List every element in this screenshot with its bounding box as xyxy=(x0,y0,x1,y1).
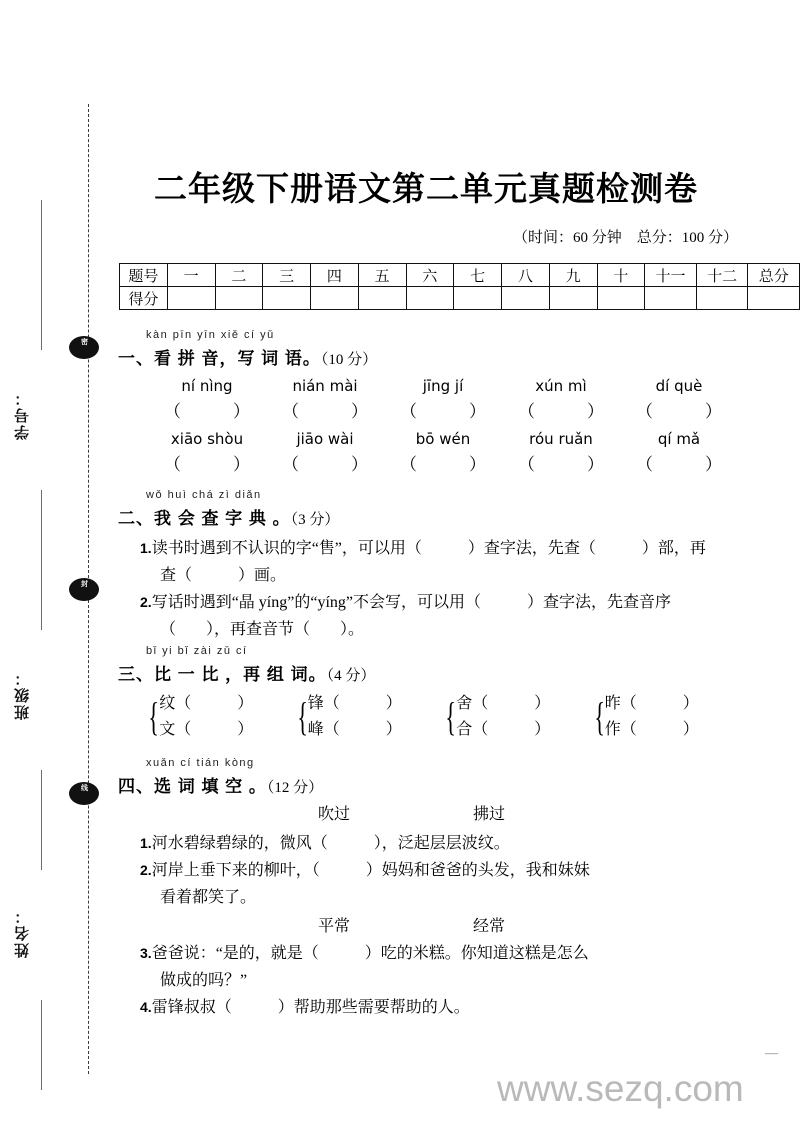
section-2-question-1 xyxy=(140,535,738,562)
col-8: 八 xyxy=(502,264,550,287)
col-3: 三 xyxy=(263,264,311,287)
section-2-points: （3 分） xyxy=(290,512,340,528)
col-4: 四 xyxy=(311,264,359,287)
section-2-question-2 xyxy=(140,589,738,616)
section-4-question-2 xyxy=(140,857,738,884)
pinyin-item: jīng jí xyxy=(422,377,464,395)
brace-icon: { xyxy=(148,694,159,739)
brace-icon: { xyxy=(296,694,308,739)
question-text: 雷锋叔叔（ xyxy=(151,999,232,1016)
question-text: 河岸上垂下来的柳叶，（ xyxy=(151,862,320,879)
side-rule-3 xyxy=(41,770,42,870)
question-text: 爸爸说：“是的，就是（ xyxy=(151,945,319,962)
answer-blank[interactable]: （ ） xyxy=(636,455,722,474)
col-total: 总分 xyxy=(748,264,800,287)
question-text: ）查字法，先查音序 xyxy=(527,594,672,611)
section-3-points: （4 分） xyxy=(326,668,376,684)
score-cell-4[interactable] xyxy=(311,287,359,310)
col-1: 一 xyxy=(167,264,215,287)
char-bottom: 峰（ xyxy=(307,721,340,738)
pinyin-item: xiāo shòu xyxy=(170,430,244,448)
col-10: 十 xyxy=(597,264,645,287)
score-cell-8[interactable] xyxy=(502,287,550,310)
section-4 xyxy=(118,757,738,1021)
word-option-group-1 xyxy=(318,801,738,824)
brace-icon: { xyxy=(445,694,456,739)
question-text: 河水碧绿碧绿的，微风（ xyxy=(151,835,328,852)
char-bottom: 作（ xyxy=(604,721,637,738)
section-1-pinyin-row-2 xyxy=(148,430,738,448)
seal-stamp-3: 线 xyxy=(69,782,99,805)
pinyin-item: nián mài xyxy=(292,377,358,395)
word-option[interactable]: 拂过 xyxy=(473,806,506,823)
section-3-title xyxy=(118,660,738,685)
question-text: ）。 xyxy=(340,621,365,638)
pair-content xyxy=(605,691,699,743)
char-bottom-end: ） xyxy=(237,721,254,738)
section-1-title-text: 一、看 拼 音，写 词 语。 xyxy=(118,349,321,368)
col-9: 九 xyxy=(549,264,597,287)
section-4-title-text: 四、选 词 填 空 。 xyxy=(118,777,267,796)
section-4-title xyxy=(118,772,738,797)
section-4-question-2-line2: 看着都笑了。 xyxy=(160,889,257,906)
score-cell-total[interactable] xyxy=(748,287,800,310)
score-cell-6[interactable] xyxy=(406,287,454,310)
question-text: ）查字法，先查（ xyxy=(467,540,596,557)
section-1-points: （10 分） xyxy=(320,352,378,368)
score-cell-7[interactable] xyxy=(454,287,502,310)
question-text: （ xyxy=(160,621,177,638)
section-1-title xyxy=(118,344,738,369)
question-number: 1. xyxy=(140,835,152,851)
row-label-score: 得分 xyxy=(120,287,168,310)
score-cell-11[interactable] xyxy=(645,287,697,310)
answer-blank[interactable]: （ ） xyxy=(164,402,250,421)
table-row-score xyxy=(120,287,800,310)
question-text: ），泛起层层波纹。 xyxy=(373,835,510,852)
side-rule-2 xyxy=(41,490,42,630)
name-label: 姓名： xyxy=(14,907,31,959)
pinyin-item: ní nìng xyxy=(181,377,233,395)
question-text: ），再查音节（ xyxy=(206,621,311,638)
section-4-question-4 xyxy=(140,994,738,1021)
question-text: ）吃的米糕。你知道这糕是怎么 xyxy=(364,945,589,962)
char-bottom: 合（ xyxy=(456,721,489,738)
char-top-end: ） xyxy=(237,695,254,712)
question-number: 4. xyxy=(140,999,152,1015)
answer-blank[interactable]: （ ） xyxy=(282,402,368,421)
score-table xyxy=(119,263,800,310)
section-1-pinyin: kàn pīn yīn xiě cí yǔ xyxy=(146,329,275,341)
seal-stamp-1: 密 xyxy=(69,336,99,359)
char-top-end: ） xyxy=(534,695,551,712)
score-cell-2[interactable] xyxy=(215,287,263,310)
pinyin-item: bō wén xyxy=(415,430,471,448)
pinyin-item: dí què xyxy=(655,377,703,395)
table-row-header xyxy=(120,264,800,287)
pinyin-item: róu ruǎn xyxy=(529,430,593,448)
section-1 xyxy=(118,329,738,475)
char-top: 锋（ xyxy=(307,695,340,712)
section-4-question-3 xyxy=(140,940,738,967)
row-label-question-number: 题号 xyxy=(120,264,168,287)
answer-blank[interactable]: （ ） xyxy=(400,455,486,474)
section-3-title-text: 三、比 一 比 ，再 组 词。 xyxy=(118,665,327,684)
section-1-answer-row-2 xyxy=(148,450,738,475)
question-text: 查（ xyxy=(160,567,193,584)
char-top: 纹（ xyxy=(159,695,192,712)
class-label: 班级： xyxy=(14,669,31,721)
answer-blank[interactable]: （ ） xyxy=(636,402,722,421)
section-2-question-1-line2 xyxy=(160,562,738,589)
answer-blank[interactable]: （ ） xyxy=(400,402,486,421)
page-title: 二年级下册语文第二单元真题检测卷 xyxy=(154,170,698,207)
question-number: 2. xyxy=(140,862,152,878)
section-1-pinyin-row-1 xyxy=(148,377,738,395)
section-4-pinyin: xuǎn cí tián kòng xyxy=(146,757,255,769)
score-cell-9[interactable] xyxy=(549,287,597,310)
char-top-end: ） xyxy=(385,695,402,712)
score-cell-1[interactable] xyxy=(167,287,215,310)
char-pair-3 xyxy=(441,691,590,743)
section-4-question-3-line2: 做成的吗？” xyxy=(160,972,248,989)
col-12: 十二 xyxy=(696,264,748,287)
char-bottom-end: ） xyxy=(385,721,402,738)
section-2-title xyxy=(118,504,738,529)
section-4-points: （12 分） xyxy=(266,780,324,796)
answer-blank[interactable]: （ ） xyxy=(282,455,368,474)
char-pair-2 xyxy=(293,691,442,743)
question-number: 1. xyxy=(140,540,152,556)
pinyin-item: xún mì xyxy=(535,377,587,395)
word-option[interactable]: 经常 xyxy=(473,918,506,935)
section-4-question-1 xyxy=(140,830,738,857)
pair-content xyxy=(456,691,550,743)
site-watermark: www.sezq.com xyxy=(497,1068,744,1109)
question-text: ）部，再 xyxy=(641,540,706,557)
side-rule-4 xyxy=(41,1000,42,1090)
char-pair-1 xyxy=(144,691,293,743)
score-cell-12[interactable] xyxy=(696,287,748,310)
section-1-answer-row-1 xyxy=(148,397,738,422)
col-2: 二 xyxy=(215,264,263,287)
section-2-question-2-line2 xyxy=(160,616,738,643)
section-3-pinyin: bǐ yi bǐ zài zǔ cí xyxy=(146,645,248,657)
section-2-title-text: 二、我 会 查 字 典 。 xyxy=(118,509,291,528)
section-2 xyxy=(118,489,738,643)
word-option-group-2 xyxy=(318,913,738,936)
pair-content xyxy=(308,691,402,743)
brace-icon: { xyxy=(593,694,605,739)
char-top: 昨（ xyxy=(604,695,637,712)
char-pair-4 xyxy=(590,691,739,743)
score-cell-3[interactable] xyxy=(263,287,311,310)
word-option[interactable]: 平常 xyxy=(318,918,351,935)
col-5: 五 xyxy=(358,264,406,287)
score-cell-5[interactable] xyxy=(358,287,406,310)
question-text: ）帮助那些需要帮助的人。 xyxy=(277,999,470,1016)
col-7: 七 xyxy=(454,264,502,287)
question-text: 写话时遇到“晶 yíng”的“yíng”不会写，可以用（ xyxy=(151,594,481,611)
pinyin-item: jiāo wài xyxy=(296,430,354,448)
char-bottom-end: ） xyxy=(534,721,551,738)
answer-blank[interactable]: （ ） xyxy=(518,455,604,474)
question-number: 2. xyxy=(140,594,152,610)
answer-blank[interactable]: （ ） xyxy=(518,402,604,421)
exam-meta-info: （时间：60 分钟 总分：100 分） xyxy=(512,230,738,246)
question-number: 3. xyxy=(140,945,152,961)
col-11: 十一 xyxy=(645,264,697,287)
side-rule-1 xyxy=(41,200,42,350)
char-top: 舍（ xyxy=(456,695,489,712)
section-2-pinyin: wǒ huì chá zì diǎn xyxy=(146,489,262,501)
section-3-pair-list xyxy=(144,691,738,743)
answer-blank[interactable]: （ ） xyxy=(164,455,250,474)
seal-stamp-2: 封 xyxy=(69,578,99,601)
char-bottom-end: ） xyxy=(682,721,699,738)
char-top-end: ） xyxy=(682,695,699,712)
student-id-label: 学号： xyxy=(14,389,31,441)
section-3 xyxy=(118,645,738,743)
word-option[interactable]: 吹过 xyxy=(318,806,351,823)
question-text: ）画。 xyxy=(238,567,287,584)
question-text: 读书时遇到不认识的字“售”，可以用（ xyxy=(151,540,422,557)
pinyin-item: qí mǎ xyxy=(657,430,701,448)
char-bottom: 文（ xyxy=(159,721,192,738)
pair-content xyxy=(159,691,253,743)
question-text: ）妈妈和爸爸的头发，我和妹妹 xyxy=(365,862,590,879)
col-6: 六 xyxy=(406,264,454,287)
page-number-mark: — xyxy=(765,1045,778,1060)
score-cell-10[interactable] xyxy=(597,287,645,310)
